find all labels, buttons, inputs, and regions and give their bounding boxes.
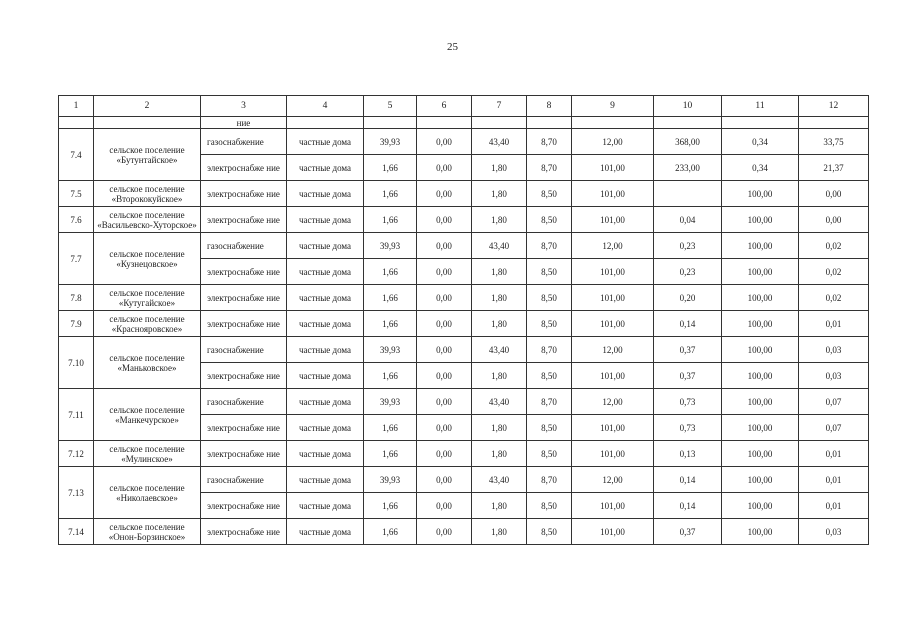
utility-type: электроснабже ние xyxy=(201,311,287,337)
value-c8: 8,70 xyxy=(527,389,572,415)
table-row xyxy=(59,337,869,363)
building-type: частные дома xyxy=(287,363,364,389)
continuation-cell xyxy=(94,117,201,129)
value-c12: 0,03 xyxy=(799,519,869,545)
value-c12: 0,01 xyxy=(799,493,869,519)
value-c10: 0,14 xyxy=(654,493,722,519)
value-c12: 0,02 xyxy=(799,259,869,285)
value-c8: 8,50 xyxy=(527,285,572,311)
value-c7: 1,80 xyxy=(472,285,527,311)
value-c5: 1,66 xyxy=(364,441,417,467)
column-header: 2 xyxy=(94,96,201,117)
row-number: 7.8 xyxy=(59,285,94,311)
settlement-name: сельское поселение «Маньковское» xyxy=(94,337,201,389)
building-type: частные дома xyxy=(287,441,364,467)
table-row xyxy=(59,389,869,415)
value-c12: 0,03 xyxy=(799,363,869,389)
value-c8: 8,50 xyxy=(527,519,572,545)
value-c10: 0,37 xyxy=(654,363,722,389)
value-c11: 100,00 xyxy=(722,233,799,259)
value-c9: 101,00 xyxy=(572,285,654,311)
utility-type: электроснабже ние xyxy=(201,493,287,519)
value-c12: 0,01 xyxy=(799,441,869,467)
settlement-name: сельское поселение «Краснояровское» xyxy=(94,311,201,337)
settlement-name: сельское поселение «Манкечурское» xyxy=(94,389,201,441)
value-c7: 1,80 xyxy=(472,207,527,233)
value-c11: 0,34 xyxy=(722,155,799,181)
row-number: 7.5 xyxy=(59,181,94,207)
building-type: частные дома xyxy=(287,259,364,285)
continuation-cell xyxy=(572,117,654,129)
table-row xyxy=(59,285,869,311)
row-number: 7.11 xyxy=(59,389,94,441)
value-c5: 39,93 xyxy=(364,337,417,363)
value-c8: 8,50 xyxy=(527,415,572,441)
column-header: 8 xyxy=(527,96,572,117)
utility-type: газоснабжение xyxy=(201,467,287,493)
value-c9: 12,00 xyxy=(572,389,654,415)
value-c8: 8,70 xyxy=(527,467,572,493)
value-c12: 0,00 xyxy=(799,181,869,207)
value-c11: 100,00 xyxy=(722,467,799,493)
building-type: частные дома xyxy=(287,311,364,337)
utility-type: электроснабже ние xyxy=(201,259,287,285)
value-c8: 8,70 xyxy=(527,233,572,259)
column-header: 6 xyxy=(417,96,472,117)
table-row xyxy=(59,519,869,545)
value-c11: 100,00 xyxy=(722,389,799,415)
row-number: 7.7 xyxy=(59,233,94,285)
value-c11: 100,00 xyxy=(722,285,799,311)
settlement-name: сельское поселение «Онон-Борзинское» xyxy=(94,519,201,545)
value-c10: 368,00 xyxy=(654,129,722,155)
utility-type: электроснабже ние xyxy=(201,285,287,311)
value-c10: 0,73 xyxy=(654,389,722,415)
value-c5: 1,66 xyxy=(364,415,417,441)
value-c8: 8,50 xyxy=(527,363,572,389)
value-c12: 0,02 xyxy=(799,233,869,259)
continuation-cell xyxy=(472,117,527,129)
value-c7: 1,80 xyxy=(472,181,527,207)
value-c12: 0,01 xyxy=(799,311,869,337)
value-c9: 101,00 xyxy=(572,415,654,441)
value-c6: 0,00 xyxy=(417,337,472,363)
building-type: частные дома xyxy=(287,129,364,155)
continuation-cell xyxy=(417,117,472,129)
value-c7: 43,40 xyxy=(472,467,527,493)
value-c5: 1,66 xyxy=(364,155,417,181)
utility-type: электроснабже ние xyxy=(201,155,287,181)
building-type: частные дома xyxy=(287,519,364,545)
row-number: 7.4 xyxy=(59,129,94,181)
data-table xyxy=(58,95,869,545)
value-c9: 101,00 xyxy=(572,441,654,467)
value-c11: 100,00 xyxy=(722,311,799,337)
column-header: 12 xyxy=(799,96,869,117)
value-c11: 100,00 xyxy=(722,337,799,363)
value-c9: 101,00 xyxy=(572,155,654,181)
value-c6: 0,00 xyxy=(417,519,472,545)
value-c12: 33,75 xyxy=(799,129,869,155)
value-c10: 0,37 xyxy=(654,337,722,363)
settlement-name: сельское поселение «Бутунтайское» xyxy=(94,129,201,181)
utility-type: электроснабже ние xyxy=(201,207,287,233)
value-c7: 1,80 xyxy=(472,415,527,441)
value-c5: 1,66 xyxy=(364,259,417,285)
column-header: 5 xyxy=(364,96,417,117)
row-number: 7.10 xyxy=(59,337,94,389)
value-c8: 8,50 xyxy=(527,311,572,337)
value-c7: 1,80 xyxy=(472,155,527,181)
value-c11: 100,00 xyxy=(722,519,799,545)
settlement-name: сельское поселение «Кузнецовское» xyxy=(94,233,201,285)
value-c6: 0,00 xyxy=(417,311,472,337)
value-c5: 1,66 xyxy=(364,181,417,207)
value-c11: 100,00 xyxy=(722,441,799,467)
value-c5: 1,66 xyxy=(364,493,417,519)
column-header: 3 xyxy=(201,96,287,117)
continuation-cell xyxy=(799,117,869,129)
utility-type: газоснабжение xyxy=(201,129,287,155)
utility-type: электроснабже ние xyxy=(201,181,287,207)
value-c6: 0,00 xyxy=(417,363,472,389)
value-c9: 12,00 xyxy=(572,233,654,259)
building-type: частные дома xyxy=(287,415,364,441)
building-type: частные дома xyxy=(287,389,364,415)
page-number: 25 xyxy=(447,41,458,53)
building-type: частные дома xyxy=(287,233,364,259)
value-c7: 1,80 xyxy=(472,519,527,545)
value-c6: 0,00 xyxy=(417,233,472,259)
row-number: 7.14 xyxy=(59,519,94,545)
value-c6: 0,00 xyxy=(417,285,472,311)
building-type: частные дома xyxy=(287,493,364,519)
table-row xyxy=(59,181,869,207)
value-c12: 21,37 xyxy=(799,155,869,181)
utility-type: электроснабже ние xyxy=(201,441,287,467)
utility-type: электроснабже ние xyxy=(201,363,287,389)
value-c7: 43,40 xyxy=(472,233,527,259)
value-c7: 43,40 xyxy=(472,337,527,363)
value-c9: 12,00 xyxy=(572,337,654,363)
building-type: частные дома xyxy=(287,285,364,311)
row-number: 7.12 xyxy=(59,441,94,467)
value-c8: 8,50 xyxy=(527,493,572,519)
value-c5: 1,66 xyxy=(364,207,417,233)
value-c10: 0,14 xyxy=(654,311,722,337)
building-type: частные дома xyxy=(287,337,364,363)
value-c8: 8,50 xyxy=(527,441,572,467)
value-c5: 39,93 xyxy=(364,233,417,259)
value-c10: 233,00 xyxy=(654,155,722,181)
column-header: 7 xyxy=(472,96,527,117)
value-c9: 101,00 xyxy=(572,311,654,337)
value-c10: 0,37 xyxy=(654,519,722,545)
value-c5: 39,93 xyxy=(364,129,417,155)
value-c11: 100,00 xyxy=(722,259,799,285)
row-number: 7.13 xyxy=(59,467,94,519)
building-type: частные дома xyxy=(287,155,364,181)
value-c9: 101,00 xyxy=(572,519,654,545)
value-c11: 100,00 xyxy=(722,415,799,441)
table-row xyxy=(59,311,869,337)
value-c11: 100,00 xyxy=(722,181,799,207)
settlement-name: сельское поселение «Вторококуйское» xyxy=(94,181,201,207)
header-row xyxy=(59,96,869,117)
value-c7: 43,40 xyxy=(472,129,527,155)
table-row xyxy=(59,467,869,493)
value-c7: 43,40 xyxy=(472,389,527,415)
value-c7: 1,80 xyxy=(472,441,527,467)
settlement-name: сельское поселение «Николаевское» xyxy=(94,467,201,519)
value-c6: 0,00 xyxy=(417,181,472,207)
table-row xyxy=(59,233,869,259)
value-c8: 8,70 xyxy=(527,155,572,181)
column-header: 10 xyxy=(654,96,722,117)
value-c6: 0,00 xyxy=(417,207,472,233)
continuation-cell xyxy=(722,117,799,129)
value-c7: 1,80 xyxy=(472,363,527,389)
value-c7: 1,80 xyxy=(472,311,527,337)
utility-type: электроснабже ние xyxy=(201,519,287,545)
continuation-cell xyxy=(287,117,364,129)
value-c6: 0,00 xyxy=(417,155,472,181)
value-c10: 0,23 xyxy=(654,233,722,259)
value-c9: 12,00 xyxy=(572,129,654,155)
utility-type: газоснабжение xyxy=(201,233,287,259)
building-type: частные дома xyxy=(287,467,364,493)
utility-type: газоснабжение xyxy=(201,389,287,415)
continuation-cell xyxy=(364,117,417,129)
value-c12: 0,07 xyxy=(799,415,869,441)
value-c12: 0,01 xyxy=(799,467,869,493)
value-c12: 0,03 xyxy=(799,337,869,363)
value-c6: 0,00 xyxy=(417,467,472,493)
value-c12: 0,07 xyxy=(799,389,869,415)
value-c5: 1,66 xyxy=(364,311,417,337)
value-c11: 100,00 xyxy=(722,207,799,233)
value-c10: 0,04 xyxy=(654,207,722,233)
value-c11: 100,00 xyxy=(722,493,799,519)
value-c8: 8,70 xyxy=(527,129,572,155)
value-c5: 1,66 xyxy=(364,285,417,311)
continuation-cell xyxy=(59,117,94,129)
value-c8: 8,50 xyxy=(527,259,572,285)
value-c6: 0,00 xyxy=(417,389,472,415)
value-c10: 0,73 xyxy=(654,415,722,441)
value-c9: 12,00 xyxy=(572,467,654,493)
settlement-name: сельское поселение «Васильевско-Хуторское» xyxy=(94,207,201,233)
continuation-cell: ние xyxy=(201,117,287,129)
value-c6: 0,00 xyxy=(417,493,472,519)
value-c9: 101,00 xyxy=(572,363,654,389)
value-c8: 8,50 xyxy=(527,207,572,233)
continuation-cell xyxy=(527,117,572,129)
value-c6: 0,00 xyxy=(417,441,472,467)
utility-type: газоснабжение xyxy=(201,337,287,363)
utility-type: электроснабже ние xyxy=(201,415,287,441)
value-c5: 1,66 xyxy=(364,519,417,545)
value-c5: 39,93 xyxy=(364,467,417,493)
settlement-name: сельское поселение «Мулинское» xyxy=(94,441,201,467)
settlement-name: сельское поселение «Кутугайское» xyxy=(94,285,201,311)
value-c6: 0,00 xyxy=(417,259,472,285)
column-header: 11 xyxy=(722,96,799,117)
value-c12: 0,02 xyxy=(799,285,869,311)
value-c7: 1,80 xyxy=(472,259,527,285)
value-c10: 0,14 xyxy=(654,467,722,493)
table-row xyxy=(59,207,869,233)
building-type: частные дома xyxy=(287,207,364,233)
continuation-cell xyxy=(654,117,722,129)
value-c10 xyxy=(654,181,722,207)
value-c9: 101,00 xyxy=(572,493,654,519)
value-c6: 0,00 xyxy=(417,415,472,441)
table-row xyxy=(59,441,869,467)
value-c9: 101,00 xyxy=(572,259,654,285)
value-c9: 101,00 xyxy=(572,207,654,233)
table-row xyxy=(59,129,869,155)
value-c10: 0,23 xyxy=(654,259,722,285)
value-c11: 100,00 xyxy=(722,363,799,389)
value-c8: 8,50 xyxy=(527,181,572,207)
row-number: 7.6 xyxy=(59,207,94,233)
row-number: 7.9 xyxy=(59,311,94,337)
column-header: 9 xyxy=(572,96,654,117)
building-type: частные дома xyxy=(287,181,364,207)
value-c10: 0,20 xyxy=(654,285,722,311)
value-c8: 8,70 xyxy=(527,337,572,363)
value-c5: 39,93 xyxy=(364,389,417,415)
value-c6: 0,00 xyxy=(417,129,472,155)
value-c11: 0,34 xyxy=(722,129,799,155)
value-c7: 1,80 xyxy=(472,493,527,519)
column-header: 1 xyxy=(59,96,94,117)
value-c9: 101,00 xyxy=(572,181,654,207)
value-c5: 1,66 xyxy=(364,363,417,389)
value-c12: 0,00 xyxy=(799,207,869,233)
column-header: 4 xyxy=(287,96,364,117)
table-body xyxy=(59,96,869,545)
value-c10: 0,13 xyxy=(654,441,722,467)
continuation-row xyxy=(59,117,869,129)
